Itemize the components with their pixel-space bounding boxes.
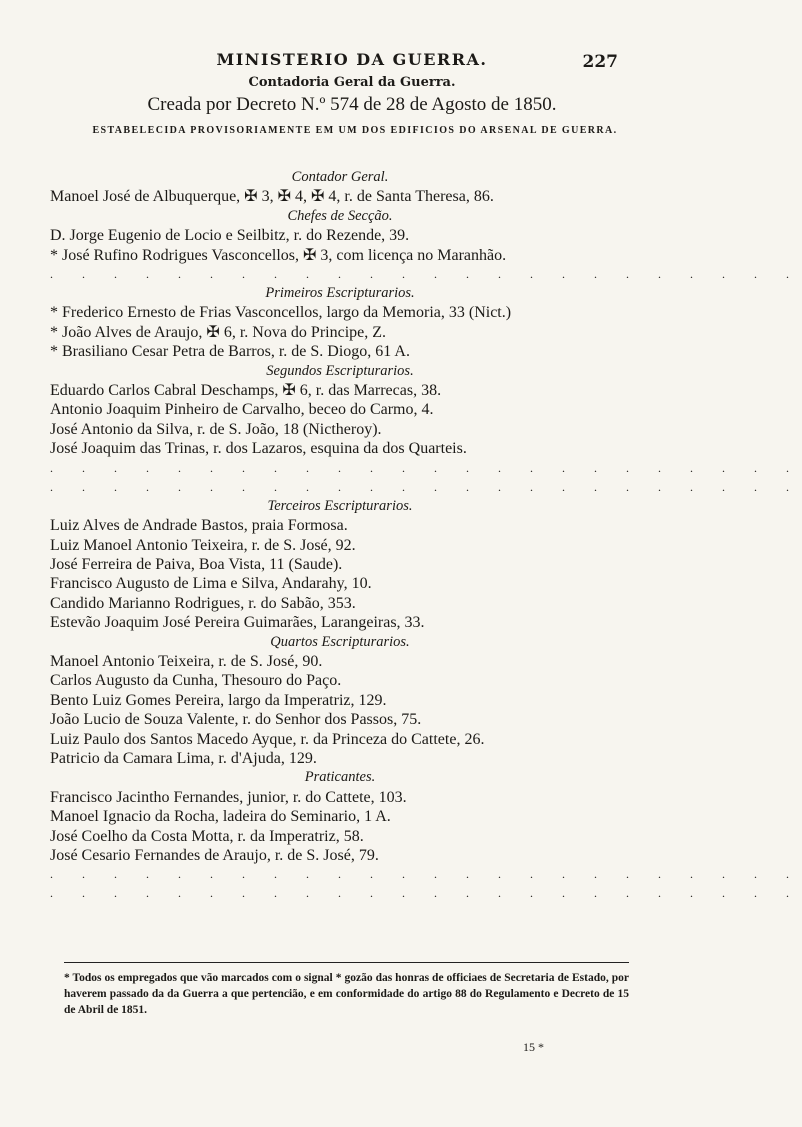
dotted-leader: . . . . . . . . . . . . . . . . . . . . . . . . — [50, 867, 802, 882]
staff-entry: Candido Marianno Rodrigues, r. do Sabão, 353. — [50, 594, 356, 612]
staff-entry: Luiz Alves de Andrade Bastos, praia Formosa. — [50, 517, 348, 535]
staff-entry: Francisco Jacintho Fernandes, junior, r. do Cattete, 103. — [50, 788, 407, 806]
staff-entry: José Joaquim das Trinas, r. dos Lazaros, esquina da dos Quarteis. — [50, 440, 467, 458]
staff-entry: * Brasiliano Cesar Petra de Barros, r. de S. Diogo, 61 A. — [50, 343, 410, 361]
staff-entry: Francisco Augusto de Lima e Silva, Andarahy, 10. — [50, 575, 372, 593]
dotted-leader: . . . . . . . . . . . . . . . . . . . . . . . . — [50, 886, 802, 901]
staff-entry: Manoel José de Albuquerque, ✠ 3, ✠ 4, ✠ 4, r. de Santa Theresa, 86. — [50, 188, 494, 206]
staff-list — [50, 168, 802, 903]
ministry-title: MINISTERIO DA GUERRA. — [216, 50, 488, 69]
staff-entry: José Coelho da Costa Motta, r. da Imperatriz, 58. — [50, 827, 364, 845]
section-title: Segundos Escripturarios. — [266, 362, 414, 379]
staff-entry: Bento Luiz Gomes Pereira, largo da Imperatriz, 129. — [50, 691, 387, 709]
office-title: Contadoria Geral da Guerra. — [248, 75, 456, 90]
footnote-divider — [64, 962, 629, 963]
staff-entry: José Ferreira de Paiva, Boa Vista, 11 (Saude). — [50, 555, 343, 573]
footnote: * Todos os empregados que vão marcados com o signal * gozão das honras de officiaes de Secretaria de Estado, por haverem passado da da Guerra a que pertencião, e em conformidade do artigo 88 do Regulamento e Decreto de 15 de Abril de 1851. — [64, 972, 629, 1016]
staff-entry: Carlos Augusto da Cunha, Thesouro do Paço. — [50, 672, 342, 690]
section-title: Terceiros Escripturarios. — [267, 497, 413, 514]
staff-entry: Eduardo Carlos Cabral Deschamps, ✠ 6, r. das Marrecas, 38. — [50, 382, 442, 400]
staff-entry: Manoel Antonio Teixeira, r. de S. José, 90. — [50, 652, 323, 670]
section-title: Primeiros Escripturarios. — [265, 285, 415, 302]
signature-mark: 15 * — [523, 1040, 544, 1054]
staff-entry: Manoel Ignacio da Rocha, ladeira do Seminario, 1 A. — [50, 808, 391, 826]
page-number: 227 — [582, 52, 618, 72]
staff-entry: * José Rufino Rodrigues Vasconcellos, ✠ 3, com licença no Maranhão. — [50, 246, 507, 264]
section-title: Praticantes. — [304, 769, 376, 786]
dotted-leader: . . . . . . . . . . . . . . . . . . . . . . . . — [50, 479, 802, 494]
staff-entry: Patricio da Camara Lima, r. d'Ajuda, 129. — [50, 749, 317, 767]
decree-line: Creada por Decreto N.º 574 de 28 de Agosto de 1850. — [147, 94, 557, 115]
staff-entry: Antonio Joaquim Pinheiro de Carvalho, beceo do Carmo, 4. — [50, 401, 434, 419]
section-title: Quartos Escripturarios. — [270, 633, 410, 650]
staff-entry: Luiz Manoel Antonio Teixeira, r. de S. José, 92. — [50, 536, 356, 554]
staff-entry: Luiz Paulo dos Santos Macedo Ayque, r. da Princeza do Cattete, 26. — [50, 730, 485, 748]
staff-entry: João Lucio de Souza Valente, r. do Senhor dos Passos, 75. — [50, 711, 422, 729]
section-title: Contador Geral. — [291, 169, 389, 185]
staff-entry: * Frederico Ernesto de Frias Vasconcellos, largo da Memoria, 33 (Nict.) — [50, 304, 512, 322]
dotted-leader: . . . . . . . . . . . . . . . . . . . . . . . . — [50, 267, 802, 282]
staff-entry: José Cesario Fernandes de Araujo, r. de S. José, 79. — [50, 847, 379, 864]
staff-entry: D. Jorge Eugenio de Locio e Seilbitz, r. do Rezende, 39. — [50, 227, 410, 245]
staff-entry: José Antonio da Silva, r. de S. João, 18 (Nictheroy). — [50, 420, 382, 438]
dotted-leader: . . . . . . . . . . . . . . . . . . . . . . . . — [50, 460, 802, 475]
staff-entry: * João Alves de Araujo, ✠ 6, r. Nova do Principe, Z. — [50, 323, 387, 341]
established-line: ESTABELECIDA PROVISORIAMENTE EM UM DOS EDIFICIOS DO ARSENAL DE GUERRA. — [92, 125, 618, 136]
section-title: Chefes de Secção. — [287, 207, 393, 224]
staff-entry: Estevão Joaquim José Pereira Guimarães, Larangeiras, 33. — [50, 614, 425, 632]
page-header — [0, 50, 704, 140]
